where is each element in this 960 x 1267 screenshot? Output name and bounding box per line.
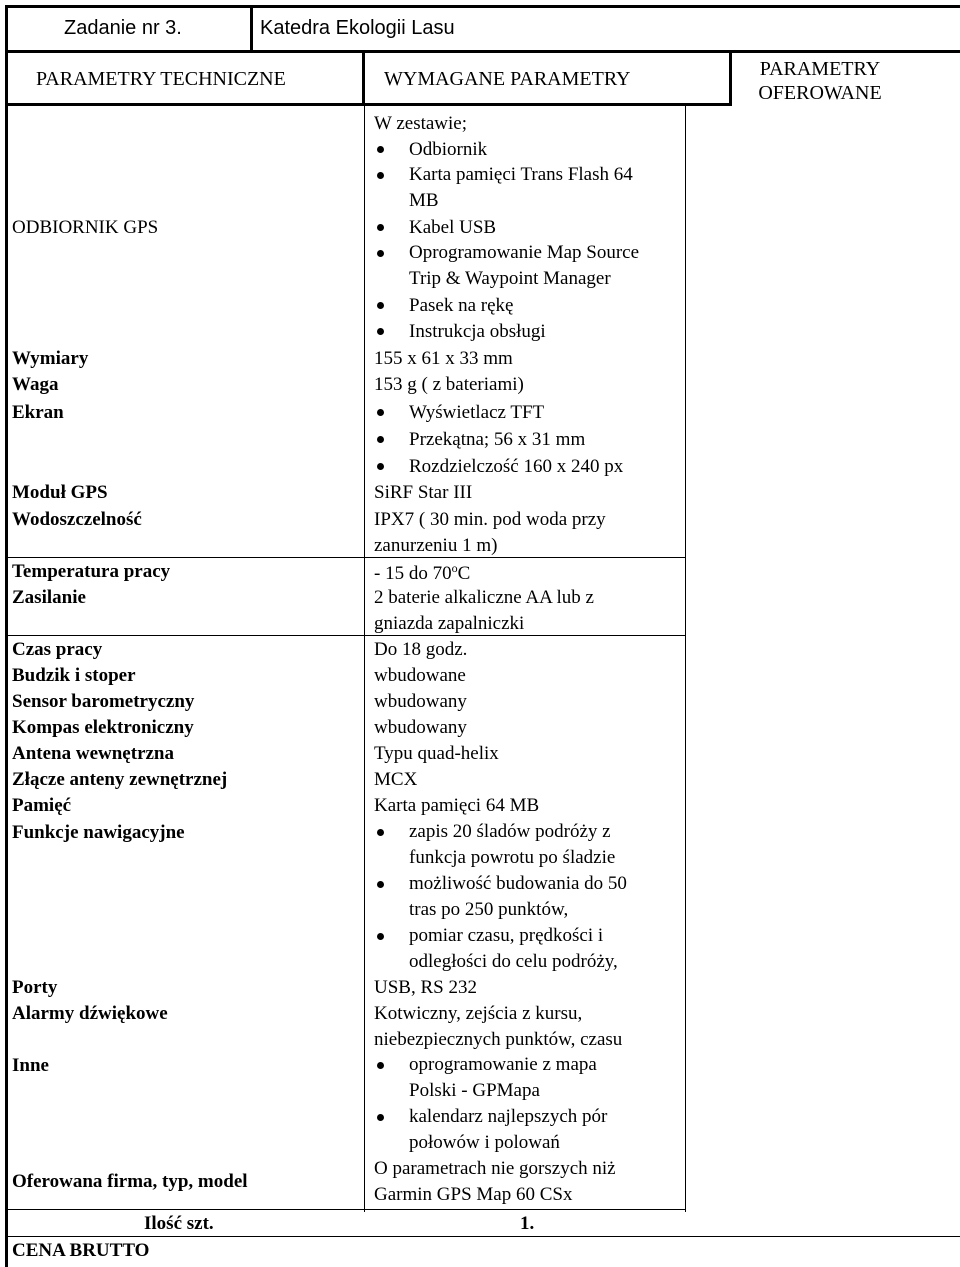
row-value-wymiary: 155 x 61 x 33 mm xyxy=(374,348,513,369)
inne-item: kalendarz najlepszych pór połowów i polowań xyxy=(409,1104,607,1156)
row-value-oferowana: O parametrach nie gorszych niż xyxy=(374,1158,616,1179)
row-label-waga: Waga xyxy=(12,374,59,395)
gps-item: Odbiornik xyxy=(409,140,487,159)
column-header-offered xyxy=(735,57,905,105)
quantity-label: Ilość szt. xyxy=(144,1213,214,1234)
funkcje-item: możliwość budowania do 50 tras po 250 punktów, xyxy=(409,871,627,923)
row-value-zlacze: MCX xyxy=(374,769,418,790)
row-value-alarmy: Kotwiczny, zejścia z kursu, xyxy=(374,1003,583,1024)
row-value-oferowana-line2: Garmin GPS Map 60 CSx xyxy=(374,1184,573,1205)
row-label-inne: Inne xyxy=(12,1055,49,1076)
inne-item: oprogramowanie z mapa Polski - GPMapa xyxy=(409,1052,597,1104)
row-value-zasil-line2: gniazda zapalniczki xyxy=(374,613,525,634)
row-label-budzik: Budzik i stoper xyxy=(12,665,136,686)
bullet-icon xyxy=(377,1114,384,1121)
ekran-item: Wyświetlacz TFT xyxy=(409,403,544,422)
task-number: Zadanie nr 3. xyxy=(64,17,182,39)
row-label-wodo: Wodoszczelność xyxy=(12,509,142,530)
border xyxy=(5,50,960,53)
gross-price-label: CENA BRUTTO xyxy=(12,1240,150,1261)
row-value-alarmy-line2: niebezpiecznych punktów, czasu xyxy=(374,1029,623,1050)
bullet-icon xyxy=(377,302,384,309)
border xyxy=(5,1236,960,1237)
gps-item: Instrukcja obsługi xyxy=(409,322,546,341)
row-value-budzik: wbudowane xyxy=(374,665,466,686)
column-header-offered-line2: OFEROWANE xyxy=(758,82,882,104)
bullet-icon xyxy=(377,224,384,231)
bullet-icon xyxy=(377,436,384,443)
bullet-icon xyxy=(377,933,384,940)
bullet-icon xyxy=(377,172,384,179)
gps-intro: W zestawie; xyxy=(374,113,468,134)
ekran-item: Rozdzielczość 160 x 240 px xyxy=(409,457,623,476)
gps-item: Pasek na rękę xyxy=(409,296,513,315)
border xyxy=(250,5,253,52)
column-header-offered-line1: PARAMETRY xyxy=(759,58,881,80)
gps-item: Kabel USB xyxy=(409,218,496,237)
row-label-antena: Antena wewnętrzna xyxy=(12,743,175,764)
row-value-modul: SiRF Star III xyxy=(374,482,473,503)
border xyxy=(685,105,686,1212)
funkcje-item: pomiar czasu, prędkości i odległości do celu podróży, xyxy=(409,923,618,975)
gps-item: Karta pamięci Trans Flash 64 MB xyxy=(409,162,633,214)
row-value-wodo-line2: zanurzeniu 1 m) xyxy=(374,535,498,556)
row-label-czas: Czas pracy xyxy=(12,639,103,660)
bullet-icon xyxy=(377,1062,384,1069)
row-value-zasil: 2 baterie alkaliczne AA lub z xyxy=(374,587,594,608)
bullet-icon xyxy=(377,146,384,153)
bullet-icon xyxy=(377,250,384,257)
row-label-sensor: Sensor barometryczny xyxy=(12,691,195,712)
row-label-ekran: Ekran xyxy=(12,402,64,423)
border xyxy=(5,557,685,558)
row-value-porty: USB, RS 232 xyxy=(374,977,477,998)
row-label-wymiary: Wymiary xyxy=(12,348,89,369)
border xyxy=(362,52,365,106)
row-label-pamiec: Pamięć xyxy=(12,795,72,816)
row-label-kompas: Kompas elektroniczny xyxy=(12,717,194,738)
row-value-pamiec: Karta pamięci 64 MB xyxy=(374,795,540,816)
column-header-required: WYMAGANE PARAMETRY xyxy=(384,68,631,90)
row-label-temp: Temperatura pracy xyxy=(12,561,171,582)
row-value-sensor: wbudowany xyxy=(374,691,467,712)
row-label-gps: ODBIORNIK GPS xyxy=(12,217,159,238)
border xyxy=(5,5,960,8)
row-value-temp: - 15 do 70$^o$C xyxy=(374,561,471,584)
border xyxy=(5,5,8,1267)
border xyxy=(364,105,365,1212)
row-value-waga: 153 g ( z bateriami) xyxy=(374,374,524,395)
bullet-icon xyxy=(377,409,384,416)
ekran-item: Przekątna; 56 x 31 mm xyxy=(409,430,585,449)
border xyxy=(5,1209,685,1210)
row-label-alarmy: Alarmy dźwiękowe xyxy=(12,1003,168,1024)
row-label-zlacze: Złącze anteny zewnętrznej xyxy=(12,769,228,790)
row-value-wodo: IPX7 ( 30 min. pod woda przy xyxy=(374,509,606,530)
row-value-kompas: wbudowany xyxy=(374,717,467,738)
row-label-oferowana: Oferowana firma, typ, model xyxy=(12,1171,248,1192)
gps-item: Oprogramowanie Map Source Trip & Waypoint Manager xyxy=(409,240,639,292)
row-label-funkcje: Funkcje nawigacyjne xyxy=(12,822,185,843)
border xyxy=(729,52,732,106)
department-name: Katedra Ekologii Lasu xyxy=(260,17,455,39)
row-label-modul: Moduł GPS xyxy=(12,482,108,503)
quantity-value: 1. xyxy=(520,1213,535,1234)
border xyxy=(5,635,685,636)
row-value-czas: Do 18 godz. xyxy=(374,639,468,660)
border xyxy=(5,103,732,106)
bullet-icon xyxy=(377,463,384,470)
bullet-icon xyxy=(377,328,384,335)
funkcje-item: zapis 20 śladów podróży z funkcja powrotu po śladzie xyxy=(409,819,615,871)
column-header-technical: PARAMETRY TECHNICZNE xyxy=(36,68,286,90)
row-label-zasil: Zasilanie xyxy=(12,587,86,608)
row-label-porty: Porty xyxy=(12,977,58,998)
row-value-antena: Typu quad-helix xyxy=(374,743,499,764)
bullet-icon xyxy=(377,829,384,836)
bullet-icon xyxy=(377,881,384,888)
